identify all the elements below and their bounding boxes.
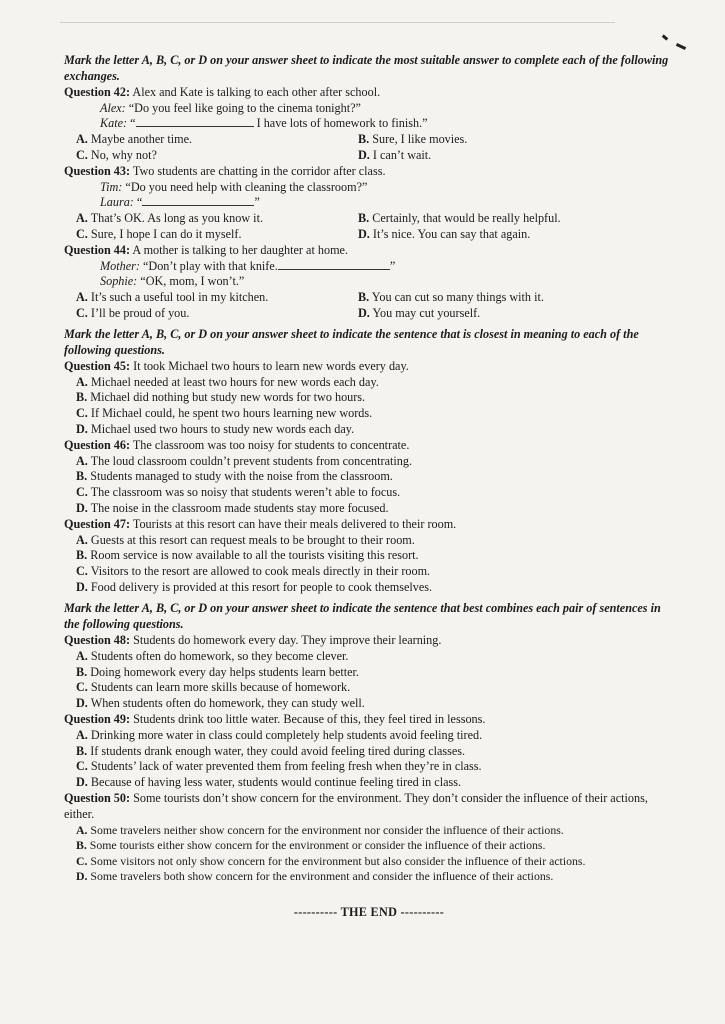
section-instruction: Mark the letter A, B, C, or D on your answer sheet to indicate the most suitable answer to complete each of the following exchanges. — [64, 53, 669, 83]
option-b: B. Michael did nothing but study new words for two hours. — [76, 390, 366, 405]
option-c: C. The classroom was so noisy that students weren’t able to focus. — [76, 485, 401, 500]
options — [64, 132, 674, 163]
option-a: A. The loud classroom couldn’t prevent students from concentrating. — [76, 453, 412, 468]
scan-speck — [662, 34, 669, 40]
option-a: A. Michael needed at least two hours for new words each day. — [76, 374, 379, 389]
option-d: D. It’s nice. You can say that again. — [358, 226, 531, 241]
options — [64, 290, 674, 321]
option-c: C. No, why not? — [76, 147, 157, 162]
option-b: B. Sure, I like movies. — [358, 131, 468, 146]
question-stem: Students drink too little water. Because of this, they feel tired in lessons. — [133, 712, 486, 727]
dialogue-text: “Don’t play with that knife. — [142, 258, 278, 273]
question-label: Question 49: — [64, 712, 131, 727]
options — [64, 533, 674, 595]
options — [64, 823, 674, 885]
option-a: A. It’s such a useful tool in my kitchen. — [76, 289, 269, 304]
question-stem: It took Michael two hours to learn new words every day. — [133, 359, 409, 374]
question-47 — [64, 517, 674, 595]
option-a: A. That’s OK. As long as you know it. — [76, 210, 264, 225]
dialogue-text-after: ” — [254, 195, 260, 210]
option-c: C. Students can learn more skills because of homework. — [76, 680, 351, 695]
question-45 — [64, 359, 674, 437]
question-48 — [64, 633, 674, 711]
dialogue-text: “ — [136, 195, 143, 210]
question-stem: Students do homework every day. They improve their learning. — [133, 633, 442, 648]
speaker: Mother: — [100, 258, 140, 273]
option-d: D. When students often do homework, they can study well. — [76, 695, 365, 710]
the-end-footer: ---------- THE END ---------- — [293, 904, 445, 919]
option-b: B. If students drank enough water, they could avoid feeling tired during classes. — [76, 743, 466, 758]
option-b: B. Room service is now available to all the tourists visiting this resort. — [76, 548, 419, 563]
speaker: Kate: — [100, 116, 128, 131]
option-d: D. Because of having less water, students would continue feeling tired in class. — [76, 774, 462, 789]
dialogue-line — [64, 101, 674, 117]
dialogue-text-after: ” — [389, 258, 396, 273]
question-stem: Some tourists don’t show concern for the environment. They don’t consider the influence of their actions, either. — [64, 791, 648, 821]
option-a: A. Students often do homework, so they become clever. — [76, 648, 349, 663]
question-44 — [64, 243, 674, 321]
question-stem: Alex and Kate is talking to each other after school. — [132, 85, 381, 100]
option-c: C. I’ll be proud of you. — [76, 305, 190, 320]
section-instruction: Mark the letter A, B, C, or D on your answer sheet to indicate the sentence that is closest in meaning to each of the following questions. — [64, 327, 639, 357]
option-d: D. I can’t wait. — [358, 147, 432, 162]
dialogue-text: “ — [130, 116, 136, 131]
options — [64, 728, 674, 790]
answer-blank — [142, 195, 254, 206]
dialogue-line — [64, 274, 674, 290]
dialogue-text-after: I have lots of homework to finish.” — [256, 116, 428, 131]
dialogue-line — [64, 259, 674, 275]
dialogue-text: “OK, mom, I won’t.” — [140, 274, 245, 289]
options — [64, 375, 674, 437]
question-label: Question 42: — [64, 85, 131, 100]
speaker: Tim: — [100, 179, 123, 194]
question-46 — [64, 438, 674, 516]
option-b: B. Certainly, that would be really helpful. — [358, 210, 561, 225]
speaker: Laura: — [100, 195, 134, 210]
option-b: B. Students managed to study with the noise from the classroom. — [76, 469, 393, 484]
speaker: Alex: — [100, 100, 126, 115]
dialogue-text: “Do you need help with cleaning the classroom?” — [125, 179, 368, 194]
scan-top-edge — [60, 22, 615, 23]
question-label: Question 45: — [64, 359, 131, 374]
question-label: Question 47: — [64, 517, 131, 532]
option-c: C. If Michael could, he spent two hours learning new words. — [76, 406, 373, 421]
dialogue-line — [64, 116, 674, 132]
option-c: C. Visitors to the resort are allowed to cook meals directly in their room. — [76, 564, 431, 578]
dialogue-line — [64, 180, 674, 196]
options — [64, 211, 674, 242]
question-label: Question 50: — [64, 791, 131, 806]
question-50 — [64, 791, 674, 885]
question-label: Question 44: — [64, 243, 131, 258]
option-b: B. You can cut so many things with it. — [358, 289, 544, 304]
options — [64, 649, 674, 711]
answer-blank — [278, 259, 390, 270]
question-42 — [64, 85, 674, 163]
options — [64, 454, 674, 516]
question-stem: Two students are chatting in the corridor after class. — [132, 164, 386, 179]
answer-blank — [136, 116, 254, 127]
option-a: A. Guests at this resort can request meals to be brought to their room. — [76, 532, 415, 547]
option-d: D. Some travelers both show concern for the environment and consider the influence of their actions. — [76, 869, 554, 884]
question-stem: Tourists at this resort can have their meals delivered to their room. — [132, 517, 457, 532]
option-c: C. Sure, I hope I can do it myself. — [76, 226, 242, 241]
question-label: Question 43: — [64, 164, 131, 179]
question-49 — [64, 712, 674, 790]
option-d: D. The noise in the classroom made students stay more focused. — [76, 500, 389, 515]
exam-page — [64, 53, 674, 920]
dialogue-line — [64, 195, 674, 211]
option-d: D. Michael used two hours to study new words each day. — [76, 421, 355, 436]
section-instruction: Mark the letter A, B, C, or D on your answer sheet to indicate the sentence that best combines each pair of sentences in the following questions. — [64, 601, 661, 631]
question-stem: The classroom was too noisy for students to concentrate. — [132, 438, 410, 453]
scan-speck — [676, 43, 686, 50]
option-c: C. Some visitors not only show concern for the environment but also consider the influence of their actions. — [76, 853, 586, 868]
option-c: C. Students’ lack of water prevented them from feeling fresh when they’re in class. — [76, 759, 482, 774]
question-label: Question 46: — [64, 438, 131, 453]
option-b: B. Some tourists either show concern for the environment or consider the influence of their actions. — [76, 838, 546, 853]
question-43 — [64, 164, 674, 242]
option-a: A. Maybe another time. — [76, 131, 193, 146]
option-d: D. You may cut yourself. — [358, 305, 481, 320]
speaker: Sophie: — [100, 274, 138, 289]
option-d: D. Food delivery is provided at this resort for people to cook themselves. — [76, 579, 433, 594]
question-stem: A mother is talking to her daughter at home. — [132, 243, 349, 258]
option-b: B. Doing homework every day helps students learn better. — [76, 664, 359, 679]
option-a: A. Some travelers neither show concern for the environment nor consider the influence of their actions. — [76, 822, 564, 837]
question-label: Question 48: — [64, 633, 131, 648]
dialogue-text: “Do you feel like going to the cinema tonight?” — [128, 100, 361, 115]
option-a: A. Drinking more water in class could completely help students avoid feeling tired. — [76, 727, 483, 742]
